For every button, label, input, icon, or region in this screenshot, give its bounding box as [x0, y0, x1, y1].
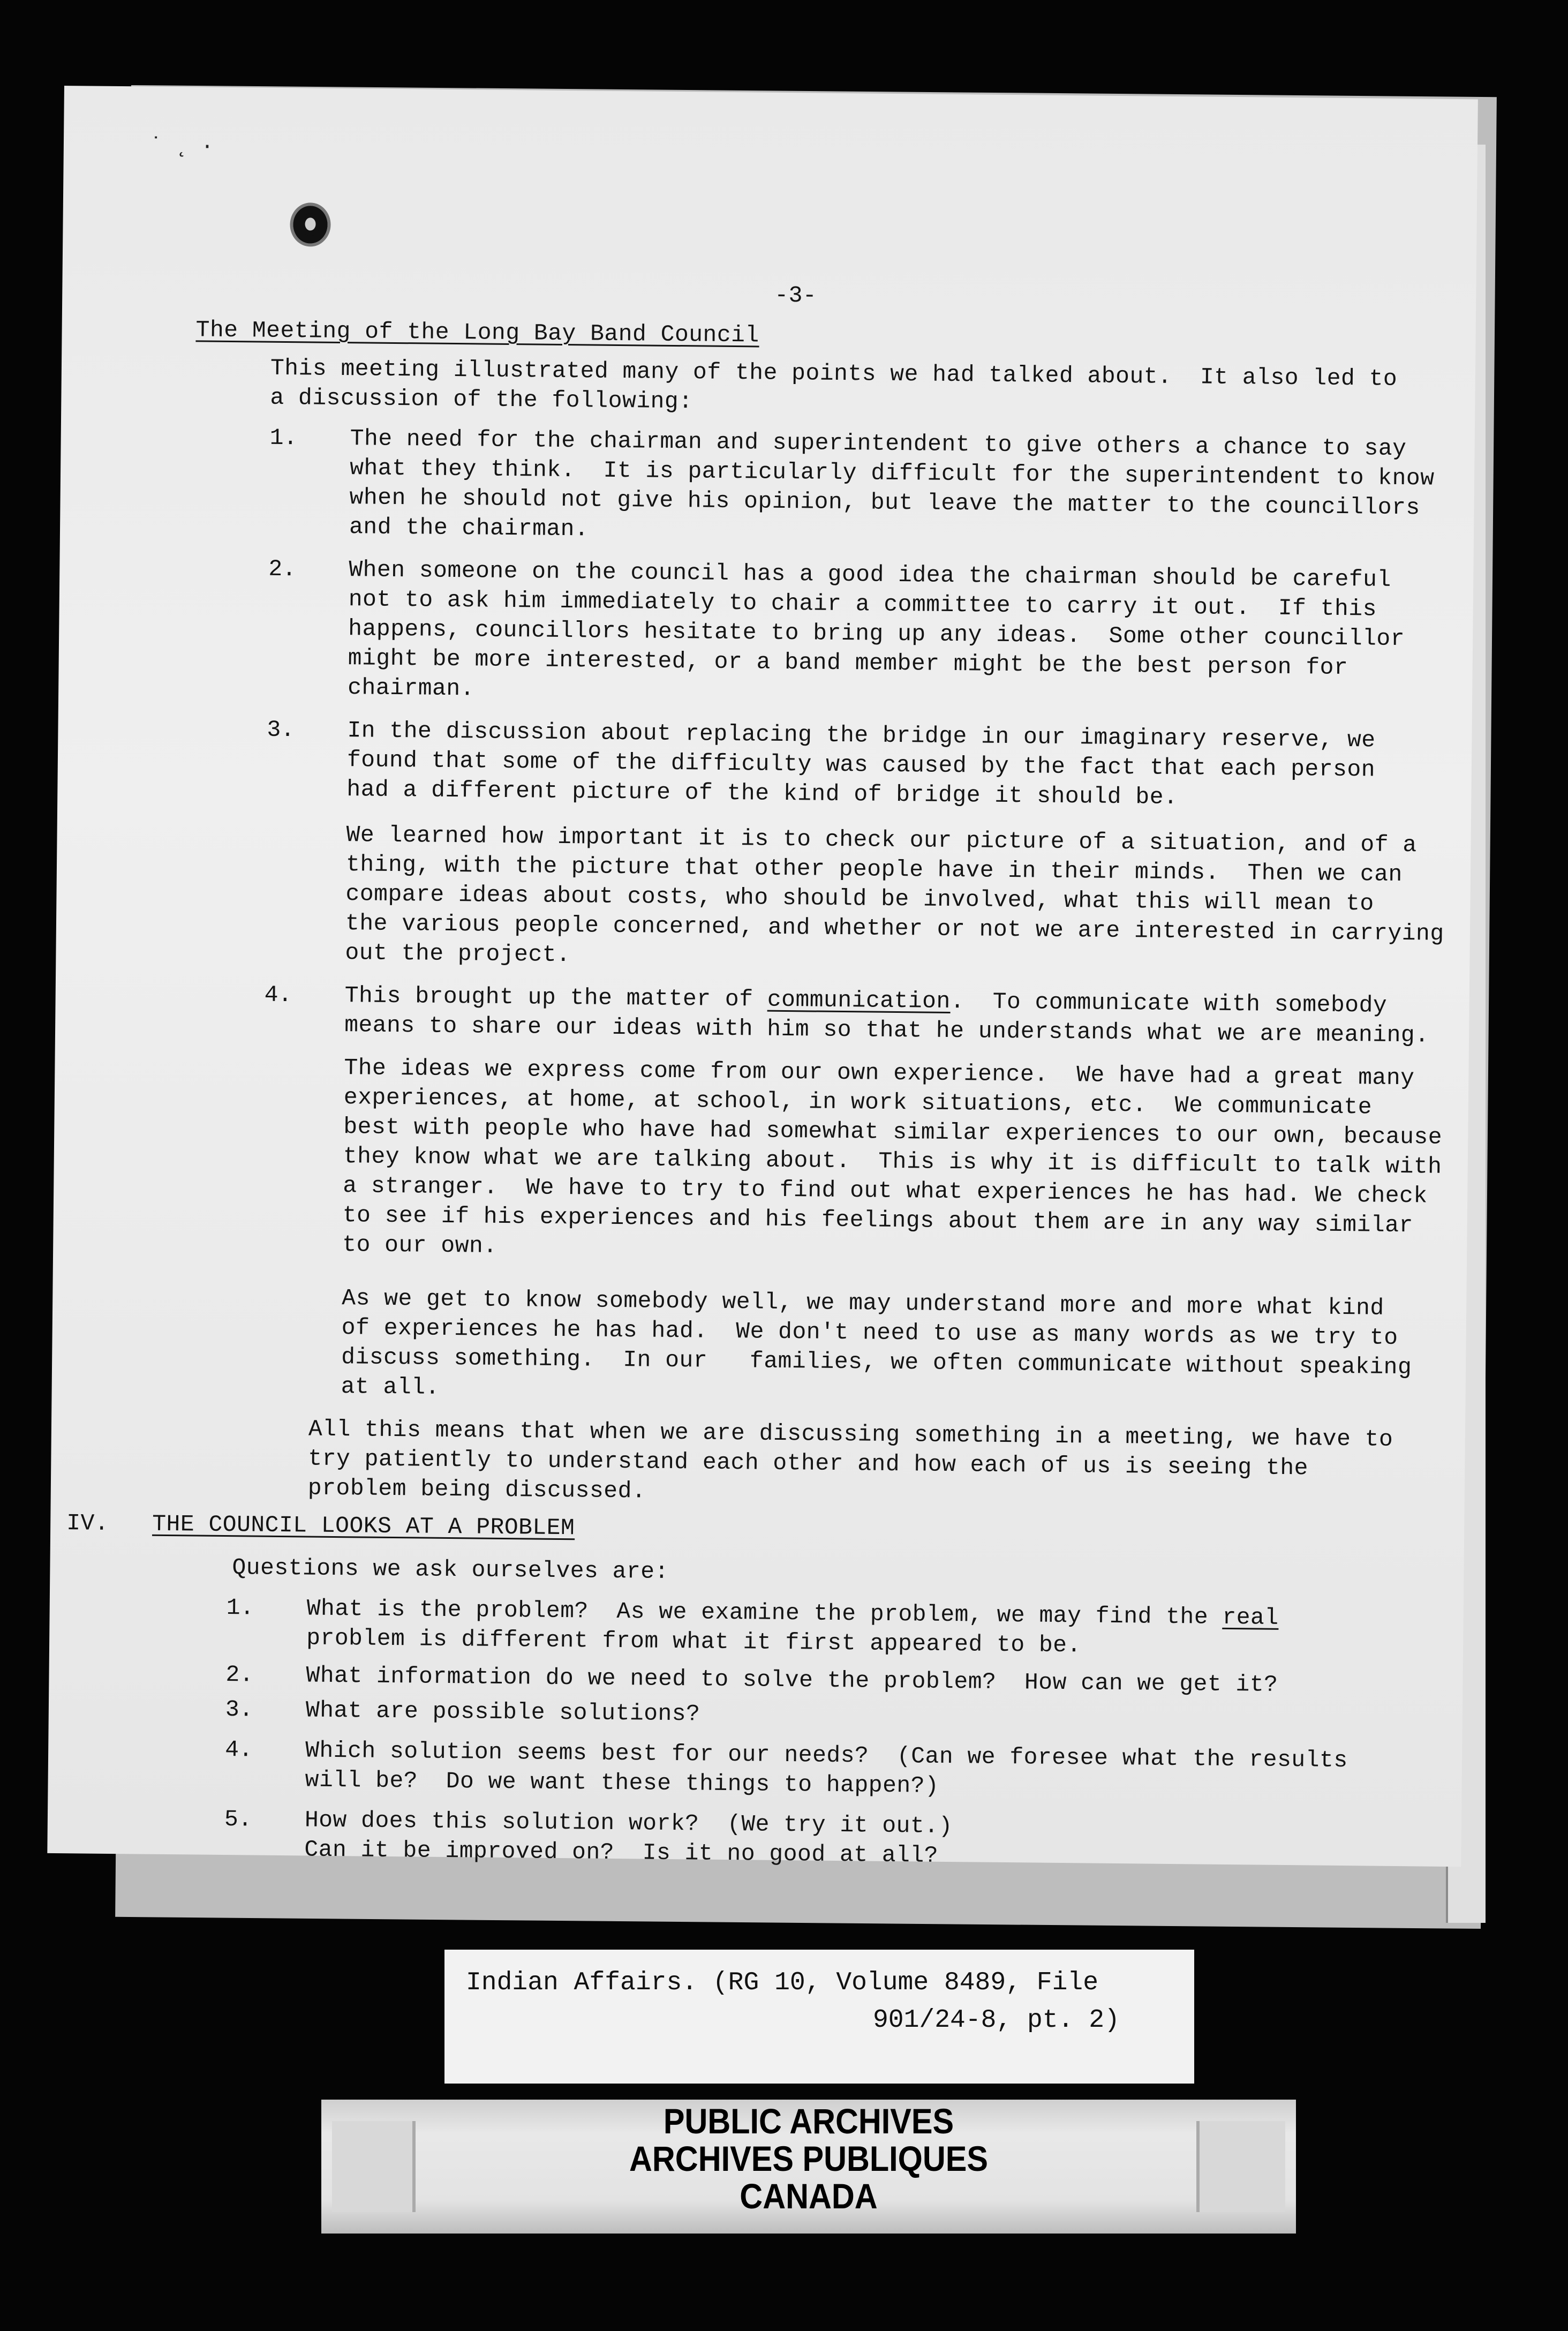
conclusion-paragraph: All this means that when we are discussing something in a meeting, we have to try patiently to understand each other and how each of us is seeing the problem being discussed. — [307, 1416, 1393, 1505]
section-numeral: IV. — [66, 1510, 109, 1537]
question-2: 2. What information do we need to solve the problem? How can we get it? — [225, 1661, 1278, 1698]
list-item-1: 1. The need for the chairman and superintendent to give others a chance to say what they think. It is particularly difficult for the superintendent to know when he should not give his opinion, but leave the matter to the councillors and the chairman. — [269, 424, 1435, 543]
underlined-word: communication — [767, 986, 951, 1014]
question-1: 1. What is the problem? As we examine the problem, we may find the real problem is different from what it first appeared to be. — [226, 1595, 1279, 1659]
underlined-word: real — [1222, 1604, 1279, 1631]
section-heading: The Meeting of the Long Bay Band Council — [195, 317, 759, 349]
archive-stamp: PUBLIC ARCHIVES ARCHIVES PUBLIQUES CANADA — [629, 2101, 988, 2216]
section-iv-heading: THE COUNCIL LOOKS AT A PROBLEM — [152, 1510, 575, 1542]
archive-reference-line2: 901/24-8, pt. 2) — [873, 2006, 1120, 2035]
punch-hole — [293, 206, 328, 244]
archive-reference-label — [444, 1950, 1194, 2084]
list-item-2: 2. When someone on the council has a good idea the chairman should be careful not to ask him immediately to chair a committee to carry it out. If this happens, councillors hesitate to bring up any ideas. Some other councillor might be more interested, or a band member might be the best person for chairman. — [268, 555, 1405, 702]
questions-intro: Questions we ask ourselves are: — [232, 1554, 669, 1585]
question-3: 3. What are possible solutions? — [225, 1696, 700, 1727]
list-item-3: 3. In the discussion about replacing the bridge in our imaginary reserve, we found that some of the difficulty was caused by the fact that each person had a different picture of the kind of bridge it should be. We learned how important it is to check our picture of a situation, and of a thing, with the picture that other people have in their minds. Then we can compare ideas about costs, who should be involved, what this will mean to the various people concerned, and whether or not we are interested in carrying out the project. — [267, 716, 1444, 968]
question-4: 4. Which solution seems best for our needs? (Can we foresee what the results will be? Do we want these things to happen?) — [224, 1736, 1348, 1799]
question-5: 5. How does this solution work? (We try it out.) Can it be improved on? Is it no good at all? — [224, 1806, 953, 1869]
document-page — [47, 86, 1478, 1867]
page-number: -3- — [774, 282, 817, 309]
intro-paragraph: This meeting illustrated many of the points we had talked about. It also led to a discussion of the following: — [270, 355, 1398, 415]
list-item-4: 4. This brought up the matter of communication. To communicate with somebody means to share our ideas with him so that he understands what we are meaning. The ideas we express come from our own experience. We have had a great many experiences, at home, at school, in work situations, etc. We communicate best with people who have had somewhat similar experiences to our own, because they know what we are talking about. This is why it is difficult to talk with a stranger. We have to try to find out what experiences he has had. We check to see if his experiences and his feelings about them are in any way similar to our own. As we get to know somebody well, we may understand more and more what kind of experiences he has had. We don't need to use as many words as we try to discuss something. In our families, we often communicate without speaking at all. — [264, 981, 1443, 1401]
scan-marks: ˙ ˛ · — [149, 134, 214, 160]
archive-reference-line1: Indian Affairs. (RG 10, Volume 8489, File — [466, 1968, 1098, 1997]
